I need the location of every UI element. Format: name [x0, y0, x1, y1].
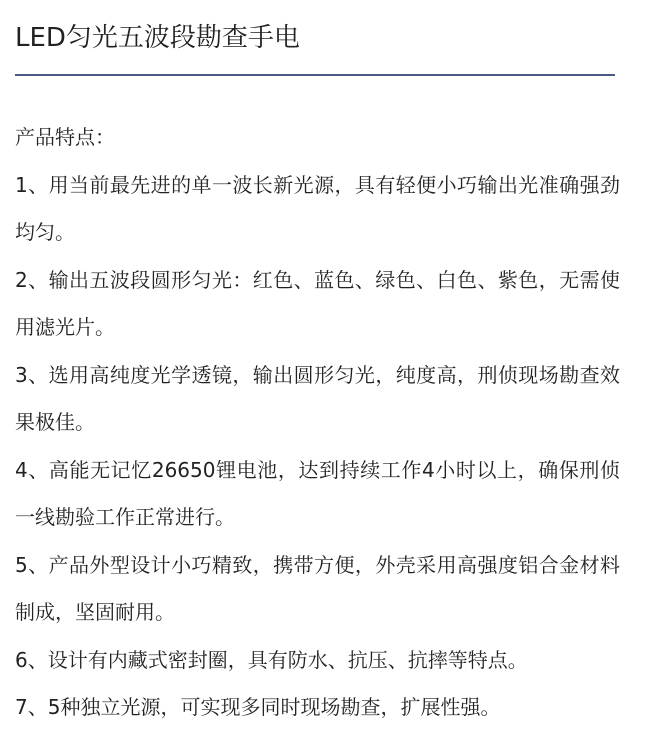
- feature-item-1: 1、用当前最先进的单一波长新光源，具有轻便小巧输出光准确强劲均匀。: [15, 172, 620, 244]
- feature-item-7: 7、5种独立光源，可实现多同时现场勘查，扩展性强。: [15, 695, 501, 719]
- features-heading: 产品特点：: [15, 125, 115, 149]
- features-list: [15, 162, 620, 732]
- product-title: LED匀光五波段勘查手电: [15, 23, 300, 53]
- product-features-section: [15, 114, 620, 732]
- feature-item-5: 5、产品外型设计小巧精致，携带方便，外壳采用高强度铝合金材料制成，坚固耐用。: [15, 552, 620, 624]
- title-divider: [15, 74, 615, 76]
- feature-item-2: 2、输出五波段圆形匀光：红色、蓝色、绿色、白色、紫色，无需使用滤光片。: [15, 267, 620, 339]
- feature-item-6: 6、设计有内藏式密封圈，具有防水、抗压、抗摔等特点。: [15, 647, 528, 672]
- feature-item-4: 4、高能无记忆26650锂电池，达到持续工作4小时以上，确保刑侦一线勘验工作正常进行。: [15, 457, 620, 529]
- feature-item-3: 3、选用高纯度光学透镜，输出圆形匀光，纯度高，刑侦现场勘查效果极佳。: [15, 362, 620, 434]
